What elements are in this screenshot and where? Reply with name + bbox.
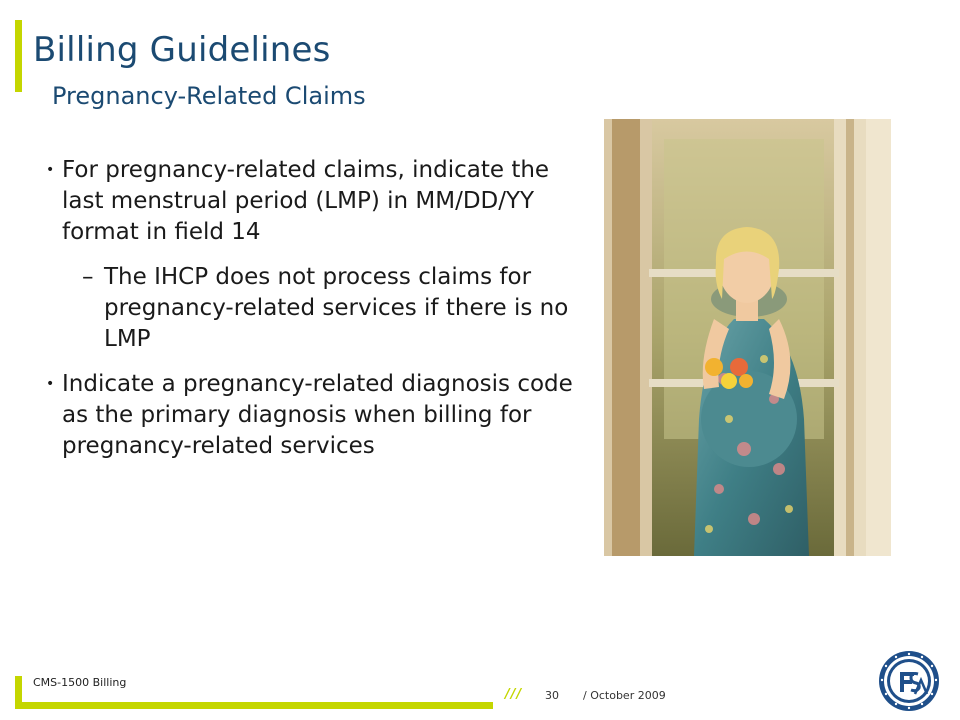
footer-date: / October 2009	[583, 689, 666, 702]
footer-title: CMS-1500 Billing	[33, 676, 127, 689]
bullet-text: Indicate a pregnancy-related diagnosis code as the primary diagnosis when billing for pregnancy-related services	[62, 371, 573, 459]
bullet-item	[46, 155, 576, 248]
pregnant-woman-photo	[604, 119, 891, 556]
footer-slashes: ///	[505, 687, 523, 702]
bullet-icon: •	[46, 376, 55, 392]
fssa-seal-logo	[878, 650, 940, 712]
page-number: 30	[545, 689, 559, 702]
bullet-text: For pregnancy-related claims, indicate the last menstrual period (LMP) in MM/DD/YY format in field 14	[62, 157, 550, 245]
dash-icon: –	[82, 264, 94, 290]
footer-accent-line	[15, 702, 493, 709]
title-accent-bar	[15, 20, 22, 92]
sub-bullet-item	[46, 262, 576, 355]
bullet-icon: •	[46, 162, 55, 178]
bullet-list	[46, 155, 576, 476]
page-subtitle: Pregnancy-Related Claims	[52, 82, 366, 110]
bullet-item	[46, 369, 576, 462]
sub-bullet-text: The IHCP does not process claims for pregnancy-related services if there is no LMP	[104, 264, 569, 352]
page-title: Billing Guidelines	[33, 30, 331, 70]
